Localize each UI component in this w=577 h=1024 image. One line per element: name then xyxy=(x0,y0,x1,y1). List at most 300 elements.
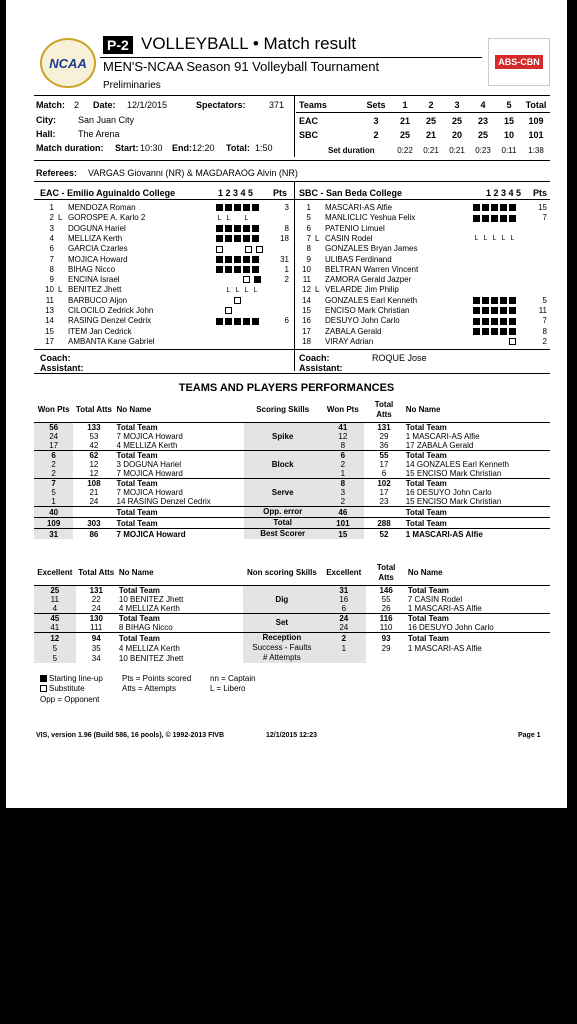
performance-cell xyxy=(321,653,366,663)
phase-label: Preliminaries xyxy=(103,80,161,91)
score-cell: 23 xyxy=(477,116,488,126)
performance-cell: 2 xyxy=(34,469,73,479)
empty-set-cell xyxy=(473,338,480,345)
performance-cell: Total Team xyxy=(405,518,447,528)
player-sets xyxy=(473,255,518,264)
skill-name: Spike xyxy=(272,431,294,441)
starter-square-icon xyxy=(509,318,516,325)
rosters-header-rule xyxy=(34,199,550,200)
performance-cell: 15 ENCISO Mark Christian xyxy=(405,469,502,478)
player-sets xyxy=(216,337,261,346)
set-duration-value: 0:21 xyxy=(449,146,465,155)
sbc-coach-label: Coach: xyxy=(299,353,330,363)
substitute-square-icon xyxy=(234,297,241,304)
footer-date: 12/1/2015 12:23 xyxy=(266,732,317,739)
performance-cell: Total Team xyxy=(407,633,449,643)
empty-set-cell xyxy=(491,246,498,253)
player-name: MANLICLIC Yeshua Felix xyxy=(325,213,416,223)
eac-coach-label: Coach: xyxy=(40,353,71,363)
performance-cell: 26 xyxy=(381,604,391,613)
player-name: ZABALA Gerald xyxy=(325,326,382,336)
set-duration-value: 1:38 xyxy=(528,146,544,155)
substitute-square-icon xyxy=(225,307,232,314)
performance-cell: 17 ZABALA Gerald xyxy=(405,441,474,450)
starter-square-icon xyxy=(243,256,250,263)
performance-cell: 24 xyxy=(34,432,73,441)
player-name: CILOCILO Zedrick John xyxy=(68,306,154,315)
player-points: 8 xyxy=(542,326,547,336)
column-header: No Name xyxy=(405,405,441,414)
starter-square-icon xyxy=(243,235,250,242)
libero-mark: L xyxy=(217,214,222,222)
player-sets xyxy=(216,316,261,325)
sbc-header: SBC - San Beda College xyxy=(299,188,403,198)
performance-cell: 131 xyxy=(89,586,103,595)
performance-cell: 1 MASCARI-AS Alfie xyxy=(407,643,482,653)
performance-cell: 1 MASCARI-AS Alfie xyxy=(407,604,482,613)
empty-set-cell xyxy=(236,246,243,253)
empty-set-cell xyxy=(482,287,489,294)
footer-page: Page 1 xyxy=(518,732,541,739)
city-value: San Juan City xyxy=(78,115,135,125)
score-cell: Teams xyxy=(299,100,327,110)
starter-square-icon xyxy=(234,318,241,325)
performance-cell: Total Team xyxy=(405,479,447,488)
player-sets xyxy=(473,244,518,253)
empty-set-cell xyxy=(473,246,480,253)
column-header: Scoring Skills xyxy=(256,405,310,414)
player-sets xyxy=(473,203,518,212)
skill-name: Block xyxy=(271,459,294,469)
empty-set-cell xyxy=(500,225,507,232)
column-header: No Name xyxy=(118,568,154,577)
performance-cell: 55 xyxy=(379,451,389,460)
libero-mark: L xyxy=(483,235,488,243)
player-number: 16 xyxy=(302,316,311,326)
score-cell: 25 xyxy=(451,116,462,126)
player-number: 17 xyxy=(45,336,54,346)
player-name: GONZALES Bryan James xyxy=(325,244,418,254)
scoresheet xyxy=(6,0,567,808)
score-cell: 3 xyxy=(373,116,379,126)
player-number: 9 xyxy=(306,254,311,264)
performance-cell: Total Team xyxy=(116,423,158,432)
player-sets xyxy=(473,275,518,284)
performance-cell: Total Team xyxy=(116,518,158,528)
skill-name: Total xyxy=(273,518,292,527)
empty-set-cell xyxy=(500,287,507,294)
performance-cell: 4 xyxy=(34,604,76,614)
libero-mark: L xyxy=(474,235,479,243)
player-number: 17 xyxy=(302,326,311,336)
total-value: 1:50 xyxy=(255,143,273,153)
score-header-rule xyxy=(296,112,550,113)
performance-cell: 41 xyxy=(34,623,76,633)
performance-cell: Total Team xyxy=(118,614,160,623)
libero-mark: L xyxy=(253,286,258,294)
performance-cell: 2 xyxy=(321,633,366,644)
empty-set-cell xyxy=(252,328,259,335)
performance-cell: 41 xyxy=(321,423,364,433)
performance-cell: 102 xyxy=(377,479,391,488)
player-number: 10 xyxy=(302,264,311,274)
column-header: No Name xyxy=(407,568,443,577)
page-badge: P-2 xyxy=(103,36,133,54)
starter-square-icon xyxy=(509,297,516,304)
empty-set-cell xyxy=(245,307,252,314)
column-header: Total Atts xyxy=(78,568,115,577)
empty-set-cell xyxy=(482,256,489,263)
empty-set-cell xyxy=(500,256,507,263)
player-number: 8 xyxy=(306,244,311,254)
empty-set-cell xyxy=(500,246,507,253)
column-header: Excellent xyxy=(326,568,362,577)
empty-set-cell xyxy=(509,266,516,273)
tournament-title: MEN'S-NCAA Season 91 Volleyball Tournament xyxy=(103,59,380,74)
starter-square-icon xyxy=(225,318,232,325)
starter-square-icon xyxy=(225,225,232,232)
legend-substitute: Substitute xyxy=(49,684,85,693)
total-label: Total: xyxy=(226,143,250,153)
performance-cell: 6 xyxy=(321,451,364,461)
starter-square-icon xyxy=(491,204,498,211)
legend-atts: Atts = Attempts xyxy=(122,684,177,693)
score-cell: 10 xyxy=(503,130,514,140)
date-label: Date: xyxy=(93,100,116,110)
performance-cell: 6 xyxy=(381,469,387,478)
empty-set-cell xyxy=(509,246,516,253)
player-points: 15 xyxy=(538,203,547,212)
performance-grid xyxy=(34,561,550,663)
performance-cell: 5 xyxy=(34,488,73,497)
player-name: MENDOZA Roman xyxy=(68,203,136,212)
empty-set-cell xyxy=(216,287,223,294)
starter-square-icon xyxy=(500,204,507,211)
performance-cell: 131 xyxy=(377,423,391,432)
starter-square-icon xyxy=(216,225,223,232)
spectators-label: Spectators: xyxy=(196,100,246,110)
empty-set-cell xyxy=(491,276,498,283)
starter-square-icon xyxy=(482,318,489,325)
performance-cell: 31 xyxy=(321,586,366,596)
skill-name: Serve xyxy=(271,487,294,497)
legend-starting: Starting line-up xyxy=(49,674,103,683)
starter-square-icon xyxy=(473,318,480,325)
player-points: 31 xyxy=(280,254,289,264)
player-number: 5 xyxy=(306,213,311,223)
player-name: VIRAY Adrian xyxy=(325,336,374,346)
starter-square-icon xyxy=(243,204,250,211)
performance-cell: 146 xyxy=(379,586,393,595)
column-header: Total Atts xyxy=(374,400,394,419)
starter-square-icon xyxy=(500,307,507,314)
performance-cell: 34 xyxy=(91,653,101,663)
performance-cell: 2 xyxy=(34,460,73,469)
performance-cell: 7 xyxy=(34,479,73,489)
player-sets xyxy=(216,244,267,253)
performance-cell: 62 xyxy=(89,451,99,460)
player-points: 2 xyxy=(542,336,547,346)
skill-name: Dig xyxy=(275,594,289,604)
score-cell: 25 xyxy=(425,116,436,126)
empty-set-cell xyxy=(234,338,241,345)
eac-header: EAC - Emilio Aguinaldo College xyxy=(40,188,176,198)
player-sets xyxy=(216,255,261,264)
substitute-square-icon xyxy=(243,276,250,283)
empty-set-cell xyxy=(473,225,480,232)
starter-square-icon xyxy=(234,235,241,242)
performance-cell: 111 xyxy=(90,623,103,632)
player-sets xyxy=(216,285,261,294)
player-points: 3 xyxy=(284,203,289,212)
abs-cbn-logo: ABS-CBN xyxy=(488,38,550,86)
performance-cell: 288 xyxy=(377,518,391,528)
player-name: BARBUCO Aljon xyxy=(68,295,128,305)
performance-cell: 46 xyxy=(321,507,364,518)
performance-cell: 56 xyxy=(34,423,73,433)
legend-libero: L = Libero xyxy=(210,684,246,693)
skill-label xyxy=(244,529,322,540)
empty-set-cell xyxy=(234,276,241,283)
player-sets xyxy=(473,265,518,274)
performances-title: TEAMS AND PLAYERS PERFORMANCES xyxy=(178,382,395,394)
player-points: 5 xyxy=(542,295,547,305)
performance-cell: 110 xyxy=(379,623,393,632)
legend-captain: nn = Captain xyxy=(210,674,256,683)
starter-square-icon xyxy=(491,215,498,222)
performance-cell: 8 xyxy=(321,479,364,489)
performance-cell: 7 MOJICA Howard xyxy=(116,488,183,497)
empty-set-cell xyxy=(234,328,241,335)
player-name: RASING Denzel Cedrix xyxy=(68,316,152,326)
performance-cell: 17 xyxy=(34,441,73,451)
performance-cell: 133 xyxy=(87,423,101,432)
start-value: 10:30 xyxy=(140,143,163,153)
skill-label xyxy=(243,614,322,633)
performance-cell: 7 MOJICA Howard xyxy=(116,432,183,441)
starter-square-icon xyxy=(243,266,250,273)
player-points: 6 xyxy=(284,316,289,326)
skill-name: Best Scorer xyxy=(260,529,306,538)
player-sets xyxy=(216,224,261,233)
performance-cell: 2 xyxy=(321,497,364,507)
libero-mark: L xyxy=(244,286,249,294)
starter-square-icon xyxy=(473,297,480,304)
empty-set-cell xyxy=(482,276,489,283)
performance-cell: 25 xyxy=(34,586,76,596)
starter-square-icon xyxy=(491,318,498,325)
starter-square-icon xyxy=(482,328,489,335)
set-duration-value: 0:23 xyxy=(475,146,491,155)
empty-set-cell xyxy=(473,276,480,283)
performance-cell: 29 xyxy=(381,643,391,653)
substitute-square-icon xyxy=(216,246,223,253)
player-number: 6 xyxy=(49,244,54,254)
player-sets xyxy=(473,234,518,243)
performance-cell: 7 MOJICA Howard xyxy=(116,469,183,478)
performance-cell: 14 RASING Denzel Cedrix xyxy=(116,497,211,506)
starter-square-icon xyxy=(216,256,223,263)
player-sets xyxy=(473,316,518,325)
info-top-rule xyxy=(34,95,550,96)
performance-cell: Total Team xyxy=(118,586,160,595)
player-name: GARCIA Czarles xyxy=(68,244,128,254)
player-number: 8 xyxy=(49,264,54,274)
skill-label xyxy=(243,586,322,614)
performance-cell: 12 xyxy=(89,460,99,469)
empty-set-cell xyxy=(482,225,489,232)
empty-set-cell xyxy=(509,287,516,294)
score-cell: Total xyxy=(525,100,547,110)
starter-square-icon xyxy=(252,235,259,242)
empty-set-cell xyxy=(509,256,516,263)
player-name: BIHAG Nicco xyxy=(68,264,116,274)
performance-cell: Total Team xyxy=(116,451,158,460)
performance-cell: 5 xyxy=(34,653,76,663)
performance-cell: 3 xyxy=(321,488,364,497)
player-tag: L xyxy=(58,213,63,223)
rosters-bottom-rule xyxy=(34,373,550,374)
player-name: MOJICA Howard xyxy=(68,254,128,264)
performance-grid xyxy=(34,398,550,539)
starter-square-icon xyxy=(509,215,516,222)
performance-cell: 29 xyxy=(379,432,389,441)
starter-square-icon xyxy=(243,225,250,232)
player-sets xyxy=(473,213,518,222)
score-cell: 21 xyxy=(425,130,436,140)
starter-square-icon xyxy=(243,318,250,325)
empty-set-cell xyxy=(473,266,480,273)
starter-square-icon xyxy=(254,276,261,283)
starter-square-icon xyxy=(225,235,232,242)
player-number: 14 xyxy=(302,295,311,305)
libero-mark: L xyxy=(235,286,240,294)
player-number: 14 xyxy=(45,316,54,326)
empty-set-cell xyxy=(236,307,243,314)
player-name: MELLIZA Kerth xyxy=(68,233,123,243)
player-number: 12 xyxy=(302,285,311,295)
performance-cell: 17 xyxy=(379,460,389,469)
player-sets xyxy=(473,327,518,336)
player-sets xyxy=(216,327,261,336)
empty-set-cell xyxy=(254,297,261,304)
player-sets xyxy=(216,296,263,305)
player-number: 2 xyxy=(49,213,54,223)
starter-square-icon xyxy=(509,307,516,314)
ncaa-logo: NCAA xyxy=(40,38,96,88)
starter-square-icon xyxy=(491,328,498,335)
performance-cell: 3 DOGUNA Hariel xyxy=(116,460,181,469)
performance-cell: 4 MELLIZA Kerth xyxy=(118,643,180,653)
performance-cell: 11 xyxy=(34,595,76,604)
skill-name: Opp. error xyxy=(263,507,303,516)
score-cell: 2 xyxy=(428,100,434,110)
score-cell: 2 xyxy=(373,130,379,140)
coach-rule xyxy=(34,349,550,350)
performance-cell: 15 ENCISO Mark Christian xyxy=(405,497,502,506)
eac-set-columns: 1 2 3 4 5 xyxy=(218,188,254,198)
performance-cell: 24 xyxy=(91,604,101,613)
starter-square-icon xyxy=(473,307,480,314)
substitute-square-icon xyxy=(245,246,252,253)
match-label: Match: xyxy=(36,100,65,110)
player-number: 11 xyxy=(302,275,311,285)
performance-cell: 16 DESUYO John Carlo xyxy=(405,488,492,497)
player-name: BELTRAN Warren Vincent xyxy=(325,264,419,274)
sbc-pts-header: Pts xyxy=(533,188,548,198)
player-number: 10 xyxy=(45,285,54,295)
starter-square-icon xyxy=(491,297,498,304)
player-name: ULIBAS Ferdinand xyxy=(325,254,392,264)
starter-square-icon xyxy=(234,204,241,211)
empty-set-cell xyxy=(216,307,223,314)
performance-cell: Total Team xyxy=(405,423,447,432)
performance-cell: 1 xyxy=(34,497,73,507)
player-sets xyxy=(216,275,263,284)
player-tag: L xyxy=(315,233,320,243)
empty-set-cell xyxy=(234,215,241,222)
performance-cell: 31 xyxy=(34,529,73,540)
info-bottom-rule xyxy=(34,160,550,161)
libero-mark: L xyxy=(226,214,231,222)
skill-label xyxy=(244,479,322,507)
skill-label xyxy=(243,633,322,664)
rosters-top-rule xyxy=(34,181,550,182)
performance-cell: 22 xyxy=(91,595,101,604)
score-cell: 25 xyxy=(399,130,410,140)
starter-square-icon xyxy=(252,256,259,263)
player-name: GOROSPE A. Karlo 2 xyxy=(68,213,146,223)
player-sets xyxy=(473,306,518,315)
starter-square-icon xyxy=(482,307,489,314)
performance-cell: 10 BENITEZ Jhett xyxy=(118,595,184,604)
performance-cell: 4 MELLIZA Kerth xyxy=(118,604,180,613)
empty-set-cell xyxy=(491,256,498,263)
player-name: ENCISO Mark Christian xyxy=(325,306,410,315)
player-points: 7 xyxy=(542,316,547,326)
player-number: 13 xyxy=(45,306,54,315)
column-header: Won Pts xyxy=(326,405,359,414)
player-points: 8 xyxy=(284,223,289,233)
starter-square-icon xyxy=(500,215,507,222)
skill-sub: Success - Faults xyxy=(252,643,312,652)
match-number: 2 xyxy=(74,100,80,110)
performance-cell: 1 MASCARI-AS Alfie xyxy=(405,432,480,441)
referees-value: VARGAS Giovanni (NR) & MAGDARAOG Alvin (NR) xyxy=(88,168,298,178)
starter-square-icon xyxy=(473,204,480,211)
performance-cell: 24 xyxy=(321,623,366,633)
performance-cell: 45 xyxy=(34,614,76,624)
starter-square-icon xyxy=(482,204,489,211)
sbc-coach-value: ROQUE Jose xyxy=(372,353,427,363)
player-name: ITEM Jan Cedrick xyxy=(68,326,132,336)
player-name: MASCARI-AS Alfie xyxy=(325,203,393,212)
starter-square-icon xyxy=(482,297,489,304)
player-points: 1 xyxy=(284,264,289,274)
empty-set-cell xyxy=(473,287,480,294)
score-cell: 20 xyxy=(451,130,462,140)
performance-cell: Total Team xyxy=(116,507,158,517)
libero-mark: L xyxy=(492,235,497,243)
empty-set-cell xyxy=(491,338,498,345)
performance-cell: 1 xyxy=(321,469,364,479)
performance-cell: 35 xyxy=(91,643,101,653)
player-number: 6 xyxy=(306,223,311,233)
performance-cell: 40 xyxy=(34,507,73,518)
empty-set-cell xyxy=(509,276,516,283)
performance-cell: 93 xyxy=(381,633,391,643)
score-cell: 1 xyxy=(402,100,408,110)
